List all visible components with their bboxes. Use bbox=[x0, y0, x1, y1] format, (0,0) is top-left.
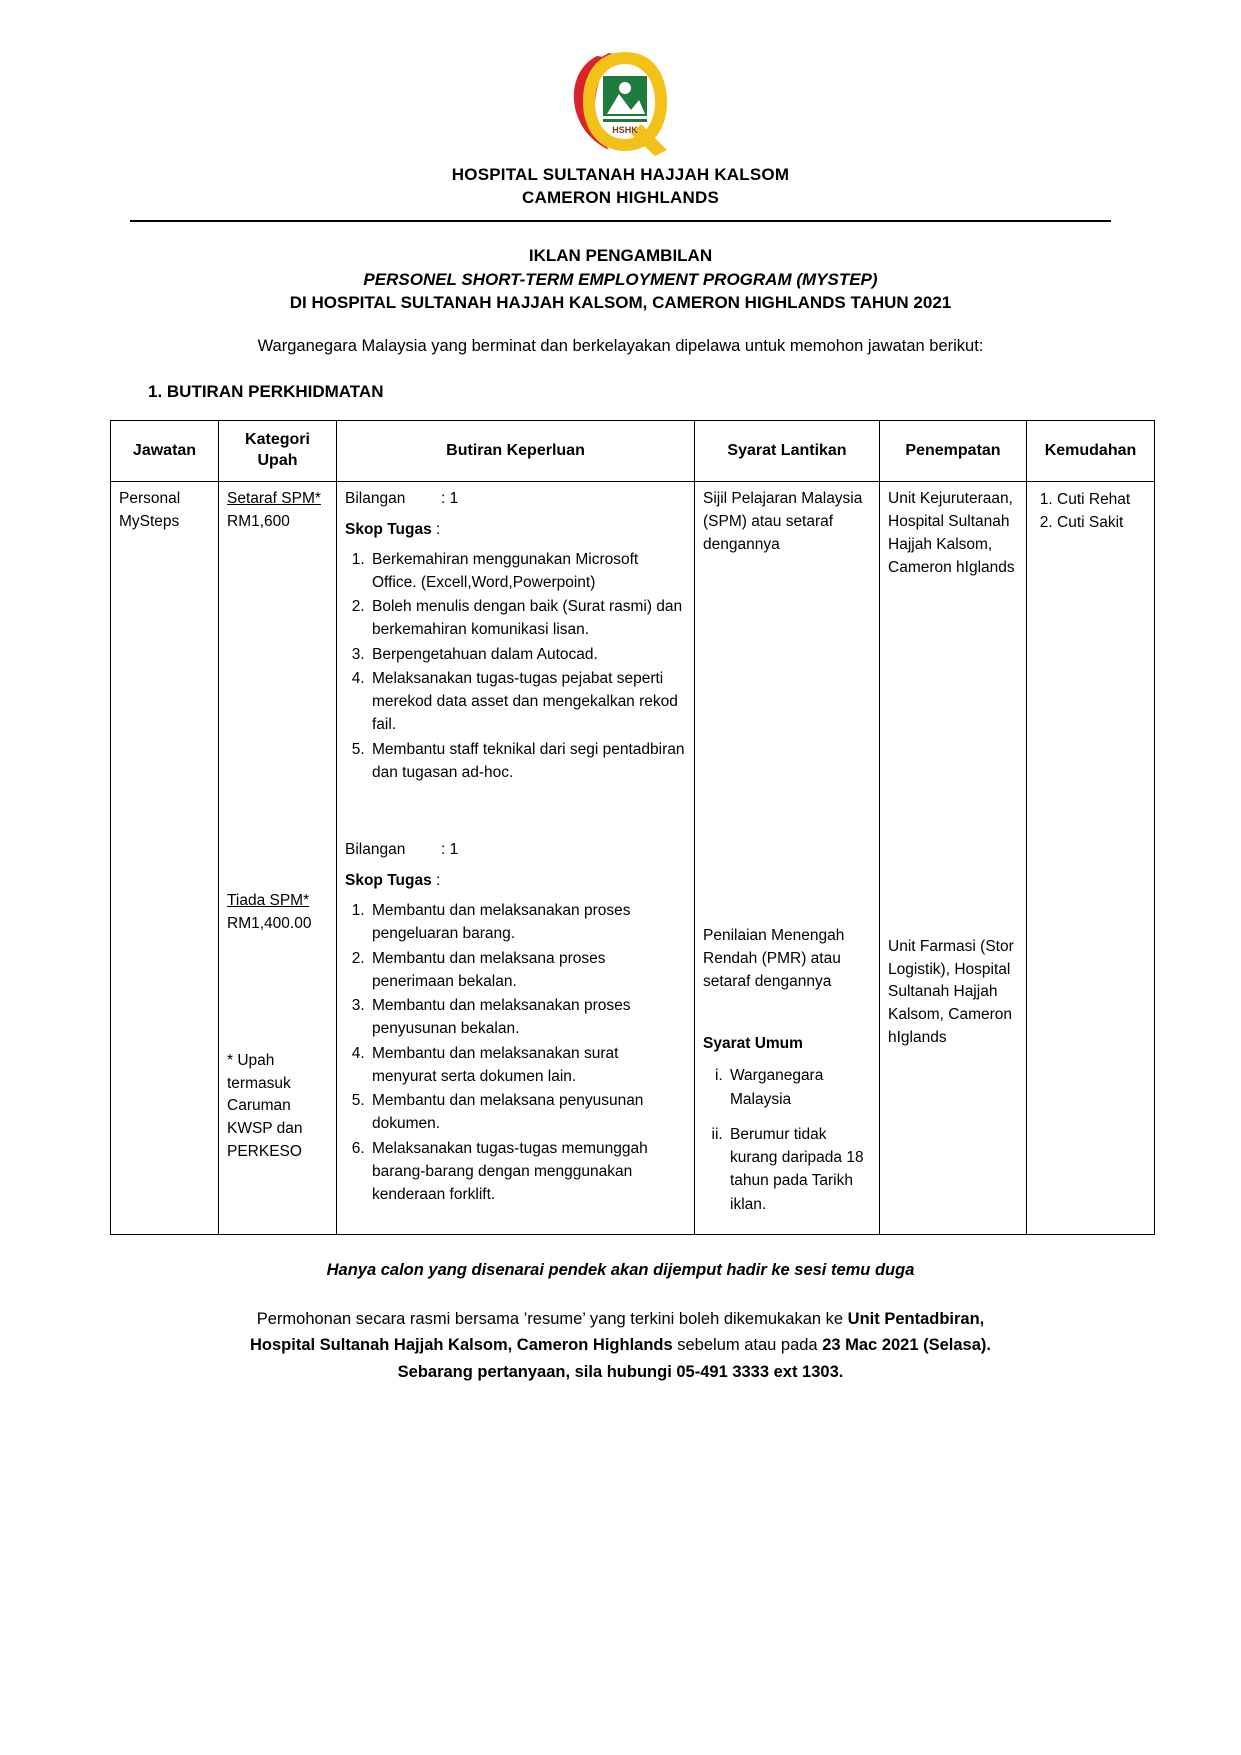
kategori-2-amount: RM1,400.00 bbox=[227, 914, 312, 932]
title-line-3: DI HOSPITAL SULTANAH HAJJAH KALSOM, CAMERON HIGHLANDS TAHUN 2021 bbox=[289, 293, 952, 313]
cell-kategori-upah bbox=[219, 481, 337, 1234]
list-item: 4. Membantu dan melaksanakan surat menyurat serta dokumen lain. bbox=[369, 1042, 686, 1089]
kemudahan-list bbox=[1035, 488, 1146, 535]
kategori-2-title: Tiada SPM* bbox=[227, 891, 310, 909]
kategori-note: * Upah termasuk Caruman KWSP dan PERKESO bbox=[227, 1051, 303, 1161]
list-item: 6. Melaksanakan tugas-tugas memunggah barang-barang dengan menggunakan kenderaan forklift. bbox=[369, 1137, 686, 1207]
instructions-hospital: Hospital Sultanah Hajjah Kalsom, Cameron Highlands bbox=[250, 1336, 673, 1355]
application-instructions bbox=[110, 1306, 1131, 1385]
cell-syarat-lantikan bbox=[695, 481, 880, 1234]
svg-text:HSHK: HSHK bbox=[611, 125, 638, 135]
instructions-line-1-prefix: Permohonan secara rasmi bersama ’resume’ yang terkini boleh dikemukakan ke bbox=[256, 1309, 848, 1328]
skop-tugas-2-text: Skop Tugas bbox=[345, 872, 432, 890]
intro-paragraph: Warganegara Malaysia yang berminat dan berkelayakan dipelawa untuk memohon jawatan berikut: bbox=[257, 337, 984, 356]
table-row bbox=[111, 481, 1155, 1234]
skop-tugas-1-colon: : bbox=[436, 520, 441, 538]
cell-kemudahan bbox=[1027, 481, 1155, 1234]
column-header-jawatan: Jawatan bbox=[111, 421, 219, 482]
table-header-row bbox=[111, 421, 1155, 482]
syarat-umum-label: Syarat Umum bbox=[703, 1035, 803, 1053]
instructions-line-1 bbox=[110, 1306, 1131, 1332]
shortlist-note: Hanya calon yang disenarai pendek akan dijemput hadir ke sesi temu duga bbox=[326, 1260, 915, 1279]
document-title bbox=[110, 244, 1131, 315]
instructions-deadline: 23 Mac 2021 (Selasa). bbox=[822, 1336, 991, 1355]
skop-tugas-2-label bbox=[345, 870, 686, 893]
bilangan-2-label: Bilangan bbox=[345, 841, 406, 859]
list-item: 3. Berpengetahuan dalam Autocad. bbox=[369, 643, 686, 666]
cell-penempatan bbox=[880, 481, 1027, 1234]
list-item: 2. Boleh menulis dengan baik (Surat rasmi) dan berkemahiran komunikasi lisan. bbox=[369, 595, 686, 642]
bilangan-2-value: : 1 bbox=[441, 841, 459, 859]
service-details-table bbox=[110, 420, 1155, 1235]
skop-tugas-2-colon: : bbox=[436, 872, 441, 890]
column-header-kategori-upah bbox=[219, 421, 337, 482]
syarat-1: Sijil Pelajaran Malaysia (SPM) atau setaraf dengannya bbox=[703, 489, 863, 553]
column-header-butiran-keperluan: Butiran Keperluan bbox=[337, 421, 695, 482]
column-header-penempatan: Penempatan bbox=[880, 421, 1027, 482]
list-item: 3. Membantu dan melaksanakan proses penyusunan bekalan. bbox=[369, 994, 686, 1041]
list-item: 2. Membantu dan melaksana proses penerimaan bekalan. bbox=[369, 947, 686, 994]
list-item: 2. Cuti Sakit bbox=[1057, 511, 1146, 534]
butiran-block-1 bbox=[345, 488, 686, 784]
list-item: 5. Membantu staff teknikal dari segi pentadbiran dan tugasan ad-hoc. bbox=[369, 738, 686, 785]
skop-tugas-1-label bbox=[345, 519, 686, 542]
kategori-1 bbox=[227, 488, 328, 534]
organization-name-line2: CAMERON HIGHLANDS bbox=[521, 187, 719, 207]
bilangan-1-label: Bilangan bbox=[345, 489, 406, 507]
list-item: 5. Membantu dan melaksana penyusunan dokumen. bbox=[369, 1089, 686, 1136]
skop-tugas-1-text: Skop Tugas bbox=[345, 520, 432, 538]
cell-jawatan: Personal MySteps bbox=[111, 481, 219, 1234]
list-item: ii. Berumur tidak kurang daripada 18 tahun pada Tarikh iklan. bbox=[727, 1123, 871, 1216]
syarat-umum-list bbox=[703, 1064, 871, 1216]
instructions-before: sebelum atau pada bbox=[672, 1336, 823, 1355]
bilangan-1 bbox=[345, 488, 686, 511]
list-item: 1. Membantu dan melaksanakan proses pengeluaran barang. bbox=[369, 899, 686, 946]
instructions-line-2 bbox=[110, 1332, 1131, 1358]
kategori-1-amount: RM1,600 bbox=[227, 512, 290, 530]
column-header-kategori-line2: Upah bbox=[257, 452, 298, 470]
organization-name bbox=[110, 164, 1131, 210]
section-heading: 1. BUTIRAN PERKHIDMATAN bbox=[148, 382, 384, 402]
list-item: i. Warganegara Malaysia bbox=[727, 1064, 871, 1111]
instructions-line-3: Sebarang pertanyaan, sila hubungi 05-491 3333 ext 1303. bbox=[397, 1362, 844, 1381]
hshk-logo-icon bbox=[563, 50, 679, 156]
column-header-kemudahan: Kemudahan bbox=[1027, 421, 1155, 482]
task-list-2 bbox=[345, 899, 686, 1206]
list-item: 1. Berkemahiran menggunakan Microsoft Office. (Excell,Word,Powerpoint) bbox=[369, 548, 686, 595]
logo-container bbox=[110, 50, 1131, 156]
title-line-1: IKLAN PENGAMBILAN bbox=[528, 245, 713, 265]
syarat-2: Penilaian Menengah Rendah (PMR) atau setaraf dengannya bbox=[703, 926, 845, 990]
bilangan-2 bbox=[345, 839, 686, 862]
kategori-1-title: Setaraf SPM* bbox=[227, 489, 321, 507]
kategori-2 bbox=[227, 890, 328, 936]
list-item: 1. Cuti Rehat bbox=[1057, 488, 1146, 511]
title-line-2: PERSONEL SHORT-TERM EMPLOYMENT PROGRAM (MYSTEP) bbox=[363, 269, 878, 289]
instructions-unit: Unit Pentadbiran, bbox=[847, 1309, 985, 1328]
column-header-kategori-line1: Kategori bbox=[245, 431, 310, 449]
column-header-syarat-lantikan: Syarat Lantikan bbox=[695, 421, 880, 482]
bilangan-1-value: : 1 bbox=[441, 489, 459, 507]
list-item: 4. Melaksanakan tugas-tugas pejabat seperti merekod data asset dan mengekalkan rekod fail. bbox=[369, 667, 686, 737]
butiran-block-2 bbox=[345, 839, 686, 1206]
penempatan-2: Unit Farmasi (Stor Logistik), Hospital Sultanah Hajjah Kalsom, Cameron hIglands bbox=[888, 937, 1014, 1047]
organization-name-line1: HOSPITAL SULTANAH HAJJAH KALSOM bbox=[451, 165, 790, 184]
task-list-1 bbox=[345, 548, 686, 785]
cell-butiran-keperluan bbox=[337, 481, 695, 1234]
header-divider bbox=[130, 220, 1111, 222]
penempatan-1: Unit Kejuruteraan, Hospital Sultanah Hajjah Kalsom, Cameron hIglands bbox=[888, 489, 1015, 576]
